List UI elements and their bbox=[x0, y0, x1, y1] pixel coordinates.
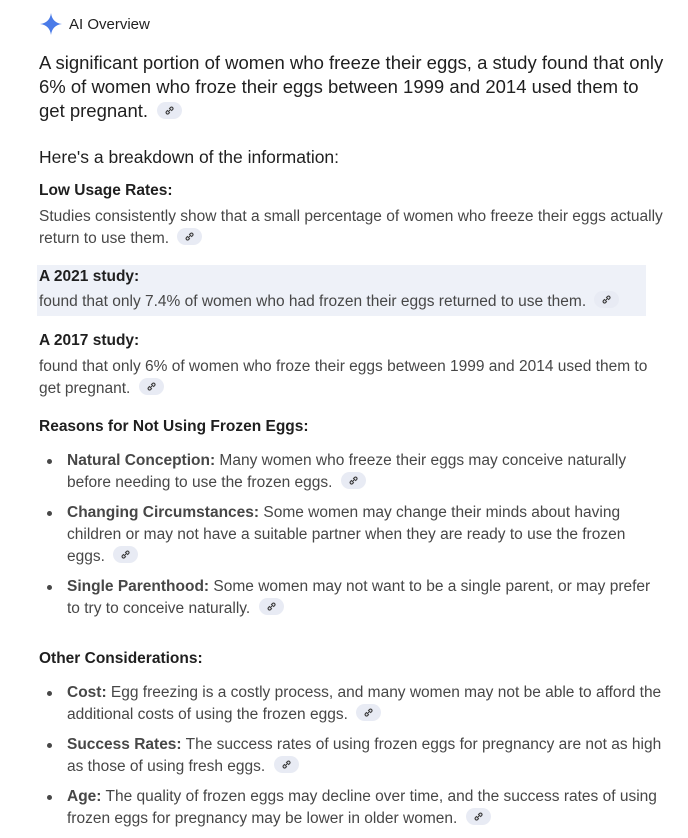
list-item-text: Some women may change their minds about having children or may not have a suitable partner when they are ready to use the frozen eggs. bbox=[67, 504, 626, 565]
link-icon bbox=[266, 601, 277, 612]
study-2021-text: found that only 7.4% of women who had frozen their eggs returned to use them. bbox=[39, 293, 587, 310]
low-usage-text: Studies consistently show that a small percentage of women who freeze their eggs actually return to use them. bbox=[39, 208, 663, 247]
study-2021-paragraph bbox=[39, 291, 664, 313]
bullet-icon bbox=[47, 585, 52, 590]
breakdown-heading: Here's a breakdown of the information: bbox=[39, 147, 340, 167]
source-link-chip[interactable] bbox=[274, 756, 299, 773]
source-link-chip[interactable] bbox=[259, 598, 284, 615]
source-link-chip[interactable] bbox=[341, 472, 366, 489]
list-item bbox=[39, 734, 664, 778]
link-icon bbox=[164, 105, 175, 116]
list-item-text: Many women who freeze their eggs may conceive naturally before needing to use the frozen eggs. bbox=[67, 452, 627, 491]
list-item-text: The quality of frozen eggs may decline over time, and the success rates of using frozen eggs for pregnancy may be lower in older women. bbox=[67, 788, 657, 827]
link-icon bbox=[120, 549, 131, 560]
link-icon bbox=[363, 707, 374, 718]
link-icon bbox=[348, 475, 359, 486]
source-link-chip[interactable] bbox=[139, 378, 164, 395]
list-item bbox=[39, 576, 664, 620]
list-item-label: Natural Conception: bbox=[67, 452, 216, 469]
list-item-label: Cost: bbox=[67, 684, 107, 701]
list-item-label: Single Parenthood: bbox=[67, 578, 210, 595]
other-list bbox=[39, 682, 664, 838]
list-item-label: Age: bbox=[67, 788, 102, 805]
bullet-icon bbox=[47, 691, 52, 696]
study-2017-text: found that only 6% of women who froze their eggs between 1999 and 2014 used them to get pregnant. bbox=[39, 358, 648, 397]
sparkle-icon bbox=[39, 12, 63, 36]
intro-paragraph bbox=[39, 51, 664, 123]
low-usage-paragraph bbox=[39, 206, 664, 250]
source-link-chip[interactable] bbox=[594, 291, 619, 308]
link-icon bbox=[473, 811, 484, 822]
bullet-icon bbox=[47, 795, 52, 800]
reasons-list bbox=[39, 450, 664, 628]
source-link-chip[interactable] bbox=[157, 102, 182, 119]
bullet-icon bbox=[47, 459, 52, 464]
study-2017-paragraph bbox=[39, 356, 664, 400]
link-icon bbox=[281, 759, 292, 770]
list-item bbox=[39, 502, 664, 568]
list-item bbox=[39, 682, 664, 726]
list-item-text: The success rates of using frozen eggs for pregnancy are not as high as those of using fresh eggs. bbox=[67, 736, 662, 775]
list-item-label: Success Rates: bbox=[67, 736, 182, 753]
source-link-chip[interactable] bbox=[177, 228, 202, 245]
list-item bbox=[39, 786, 664, 830]
list-item-label: Changing Circumstances: bbox=[67, 504, 260, 521]
link-icon bbox=[146, 381, 157, 392]
bullet-icon bbox=[47, 511, 52, 516]
reasons-title: Reasons for Not Using Frozen Eggs: bbox=[39, 418, 309, 435]
source-link-chip[interactable] bbox=[466, 808, 491, 825]
link-icon bbox=[601, 294, 612, 305]
intro-text: A significant portion of women who freeze their eggs, a study found that only 6% of women who froze their eggs between 1999 and 2014 used them to get pregnant. bbox=[39, 52, 664, 121]
source-link-chip[interactable] bbox=[113, 546, 138, 563]
ai-overview-title: AI Overview bbox=[69, 15, 150, 33]
ai-overview-header bbox=[39, 12, 150, 36]
study-2021-title: A 2021 study: bbox=[39, 268, 140, 285]
study-2017-title: A 2017 study: bbox=[39, 332, 140, 349]
list-item-text: Egg freezing is a costly process, and many women may not be able to afford the additional costs of using the frozen eggs. bbox=[67, 684, 662, 723]
list-item-text: Some women may not want to be a single parent, or may prefer to try to conceive naturally. bbox=[67, 578, 651, 617]
bullet-icon bbox=[47, 743, 52, 748]
other-title: Other Considerations: bbox=[39, 650, 203, 667]
low-usage-title: Low Usage Rates: bbox=[39, 182, 173, 199]
list-item bbox=[39, 450, 664, 494]
link-icon bbox=[184, 231, 195, 242]
source-link-chip[interactable] bbox=[356, 704, 381, 721]
